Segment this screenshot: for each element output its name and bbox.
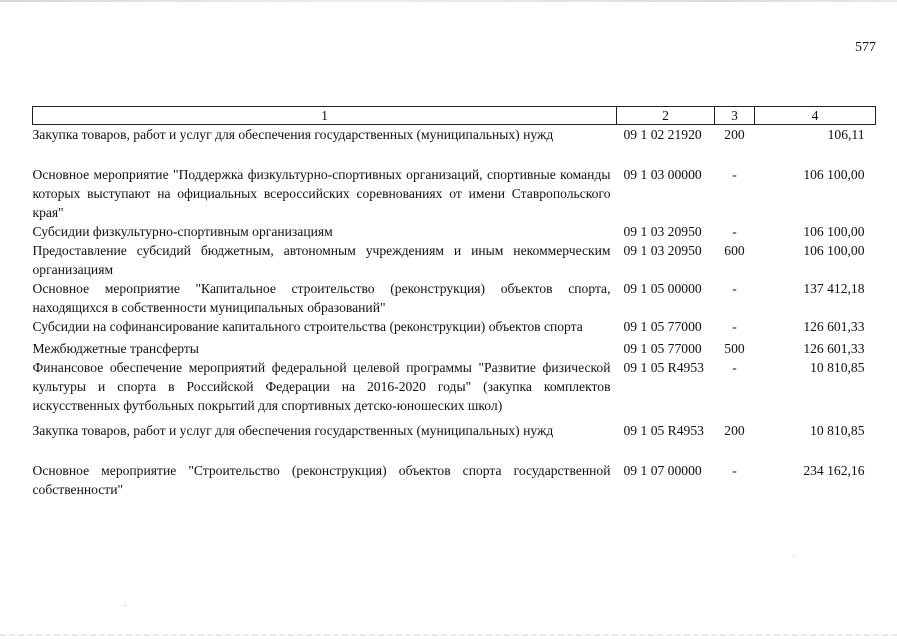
row-name: Финансовое обеспечение мероприятий федеральной целевой программы "Развитие физической культуры и спорта в Российской Федерации на 2016-2020 годы" (закупка комплектов искусственных футбольных покрытий для спортивных детско-юношеских школ) (32, 360, 611, 413)
row-sum: 10 810,85 (810, 360, 865, 375)
row-vr: 200 (724, 127, 745, 142)
row-name: Основное мероприятие "Капитальное строительство (реконструкция) объектов спорта, находящихся в собственности муниципальных образований" (32, 281, 611, 315)
row-vr: 600 (724, 243, 745, 258)
budget-table (32, 106, 876, 499)
row-vr: 500 (724, 341, 745, 356)
row-vr: - (732, 319, 737, 334)
row-code: 09 1 03 00000 (623, 167, 702, 182)
row-name: Основное мероприятие "Поддержка физкультурно-спортивных организаций, спортивные команды которых выступают на официальных всероссийских соревнованиях от имени Ставропольского края" (32, 167, 611, 220)
row-name: Закупка товаров, работ и услуг для обеспечения государственных (муниципальных) нужд (32, 423, 554, 438)
row-name: Основное мероприятие "Строительство (реконструкция) объектов спорта государственной собственности" (32, 463, 611, 497)
table-row (33, 241, 876, 279)
table-row (33, 461, 876, 499)
row-sum: 106,11 (827, 127, 865, 142)
row-sum: 126 601,33 (803, 341, 865, 356)
scan-edge-top (0, 0, 897, 2)
row-code: 09 1 03 20950 (623, 224, 702, 239)
row-sum: 137 412,18 (803, 281, 865, 296)
row-name: Субсидии на софинансирование капитального строительства (реконструкции) объектов спорта (32, 319, 583, 334)
scan-speck (793, 556, 795, 557)
table-row (33, 421, 876, 461)
row-name: Закупка товаров, работ и услуг для обеспечения государственных (муниципальных) нужд (32, 127, 554, 142)
row-code: 09 1 05 R4953 (623, 360, 704, 375)
table-row (33, 317, 876, 339)
row-sum: 106 100,00 (803, 243, 865, 258)
row-vr: - (732, 281, 737, 296)
column-header-sum: 4 (755, 107, 876, 125)
column-header-name: 1 (33, 107, 617, 125)
table-row (33, 222, 876, 241)
row-code: 09 1 05 R4953 (623, 423, 704, 438)
column-header-code: 2 (617, 107, 715, 125)
row-code: 09 1 07 00000 (623, 463, 702, 478)
row-vr: - (732, 463, 737, 478)
row-sum: 106 100,00 (803, 167, 865, 182)
row-code: 09 1 02 21920 (623, 127, 702, 142)
table-row (33, 339, 876, 358)
table-row (33, 279, 876, 317)
row-vr: - (732, 224, 737, 239)
row-sum: 10 810,85 (810, 423, 865, 438)
table-row (33, 165, 876, 222)
row-sum: 106 100,00 (803, 224, 865, 239)
row-vr: - (732, 167, 737, 182)
table-header-row (33, 107, 876, 125)
row-vr: 200 (724, 423, 745, 438)
row-sum: 234 162,16 (803, 463, 865, 478)
row-code: 09 1 05 00000 (623, 281, 702, 296)
table-row (33, 358, 876, 421)
row-code: 09 1 05 77000 (623, 341, 702, 356)
row-name: Межбюджетные трансферты (32, 341, 199, 356)
row-name: Субсидии физкультурно-спортивным организациям (32, 224, 333, 239)
scan-edge-bottom (0, 634, 897, 636)
page-number: 577 (855, 40, 876, 55)
row-code: 09 1 05 77000 (623, 319, 702, 334)
column-header-vr: 3 (715, 107, 755, 125)
row-code: 09 1 03 20950 (623, 243, 702, 258)
row-sum: 126 601,33 (803, 319, 865, 334)
scan-speck (124, 605, 126, 606)
row-vr: - (732, 360, 737, 375)
table-row (33, 125, 876, 166)
row-name: Предоставление субсидий бюджетным, автономным учреждениям и иным некоммерческим организациям (32, 243, 611, 277)
